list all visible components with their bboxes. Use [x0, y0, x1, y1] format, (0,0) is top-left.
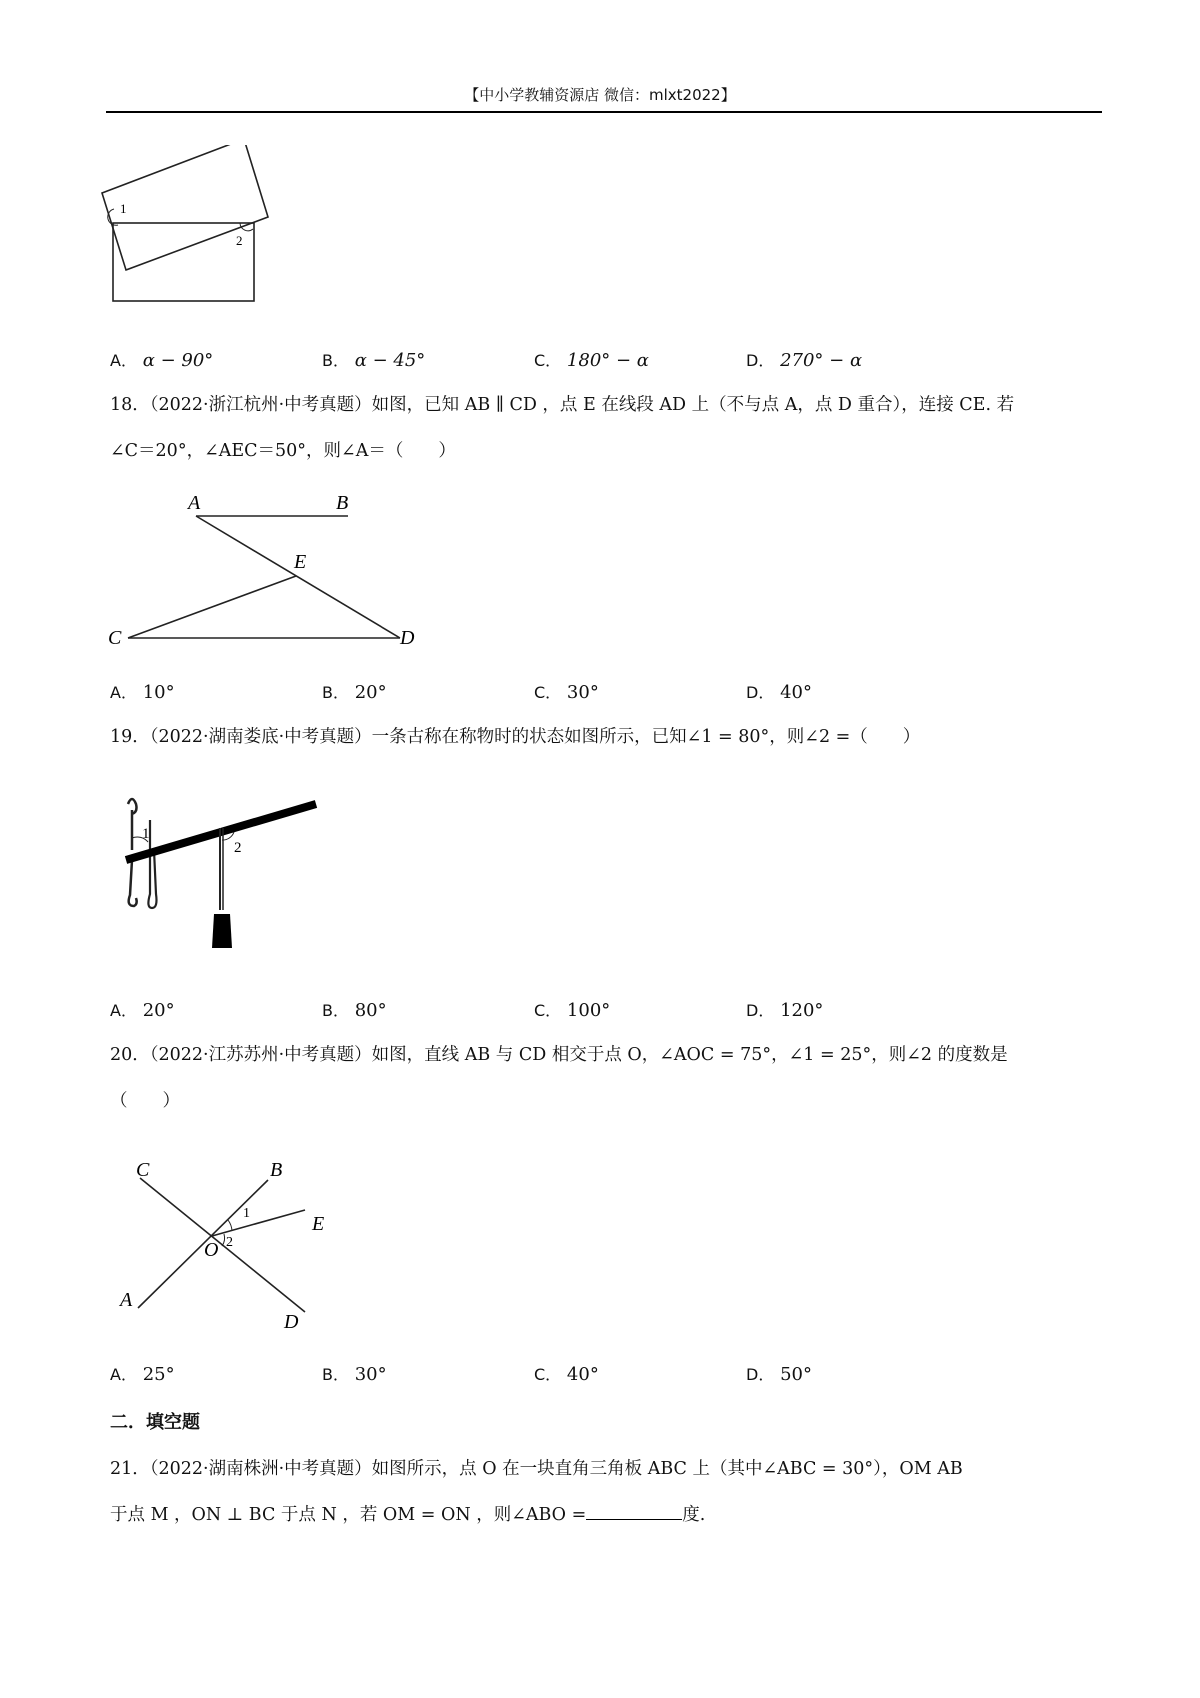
q18-options [110, 680, 1010, 706]
q20-figure [100, 1150, 360, 1340]
q20-option-a[interactable]: A． 25° [110, 1364, 175, 1385]
q20-line-ab [138, 1180, 268, 1308]
q20-stem-line1: 20．（2022·江苏苏州·中考真题）如图，直线 AB 与 CD 相交于点 O，∠AOC = 75°，∠1 = 25°，则∠2 的度数是 [110, 1045, 1008, 1065]
q17-figure [100, 145, 280, 325]
q18-option-c[interactable]: C． 30° [534, 682, 599, 703]
q18-option-a[interactable]: A． 10° [110, 682, 175, 703]
q17-label-2: 2 [236, 233, 243, 248]
q21-stem-line2-post: 度. [682, 1505, 706, 1525]
q19-label-2: 2 [234, 840, 242, 856]
q18-option-b[interactable]: B． 20° [322, 682, 387, 703]
q18-label-b: B [336, 492, 349, 514]
q20-option-c[interactable]: C． 40° [534, 1364, 599, 1385]
header-rule [106, 111, 1102, 113]
q19-left-hook [129, 860, 137, 906]
q20-label-a: A [120, 1289, 133, 1311]
q21-stem-line2 [110, 1492, 1100, 1538]
q18-option-d[interactable]: D． 40° [746, 682, 812, 703]
q19-option-b[interactable]: B． 80° [322, 1000, 387, 1021]
q20-label-o: O [204, 1239, 219, 1261]
q20-label-c: C [136, 1159, 150, 1181]
q18-label-d: D [400, 627, 415, 649]
q19-figure [120, 790, 330, 960]
q20-label-e: E [312, 1213, 325, 1235]
q17-option-b[interactable]: B． α − 45° [322, 350, 426, 371]
q18-segment-ce [128, 576, 296, 638]
q17-label-1: 1 [120, 201, 127, 216]
q18-figure [100, 485, 430, 655]
q21-stem-line2-pre: 于点 M ，ON ⊥ BC 于点 N ，若 OM = ON ，则∠ABO = [110, 1505, 587, 1525]
q19-stem-line1: 19．（2022·湖南娄底·中考真题）一条古称在称物时的状态如图所示，已知∠1 = 80°，则∠2 =（ ） [110, 727, 921, 747]
q18-label-e: E [294, 551, 307, 573]
q20-option-d[interactable]: D． 50° [746, 1364, 812, 1385]
q17-tilted-rectangle [102, 145, 268, 270]
q18-stem-line1: 18．（2022·浙江杭州·中考真题）如图，已知 AB ∥ CD ，点 E 在线段 AD 上（不与点 A，点 D 重合），连接 CE. 若 [110, 395, 1015, 415]
q19-left-loop [128, 799, 137, 850]
q17-option-c[interactable]: C． 180° − α [534, 350, 649, 371]
q20-label-2: 2 [226, 1235, 233, 1250]
q19-option-c[interactable]: C． 100° [534, 1000, 611, 1021]
q17-rectangle [113, 223, 254, 301]
q17-option-d[interactable]: D． 270° − α [746, 350, 863, 371]
section-title: 二．填空题 [110, 1412, 200, 1433]
q20-label-d: D [284, 1311, 299, 1333]
q20-stem-line2: （ ） [110, 1091, 180, 1111]
q17-option-a[interactable]: A． α − 90° [110, 350, 214, 371]
q20-angle1-arc [228, 1220, 232, 1231]
q21-stem-line1: 21．（2022·湖南株洲·中考真题）如图所示，点 O 在一块直角三角板 ABC 上（其中∠ABC = 30°），OM AB [110, 1459, 963, 1479]
q20-option-b[interactable]: B． 30° [322, 1364, 387, 1385]
page-header: 【中小学教辅资源店 微信：mlxt2022】 [464, 86, 736, 104]
q19-label-1: 1 [142, 826, 150, 842]
q18-label-c: C [108, 627, 122, 649]
q18-stem-line2: ∠C＝20°，∠AEC＝50°，则∠A＝（ ） [110, 441, 456, 461]
q19-weight [212, 914, 232, 948]
q20-label-1: 1 [243, 1206, 250, 1221]
q19-option-a[interactable]: A． 20° [110, 1000, 175, 1021]
q20-options [110, 1362, 1010, 1388]
q18-label-a: A [188, 492, 201, 514]
q17-options [110, 348, 1010, 374]
q19-option-d[interactable]: D． 120° [746, 1000, 824, 1021]
q19-options [110, 998, 1010, 1024]
q19-right-loop [148, 820, 156, 908]
q18-segment-ad [196, 516, 400, 638]
q20-label-b: B [270, 1159, 283, 1181]
q20-ray-oe [212, 1210, 305, 1236]
q21-answer-blank[interactable] [586, 1501, 682, 1520]
